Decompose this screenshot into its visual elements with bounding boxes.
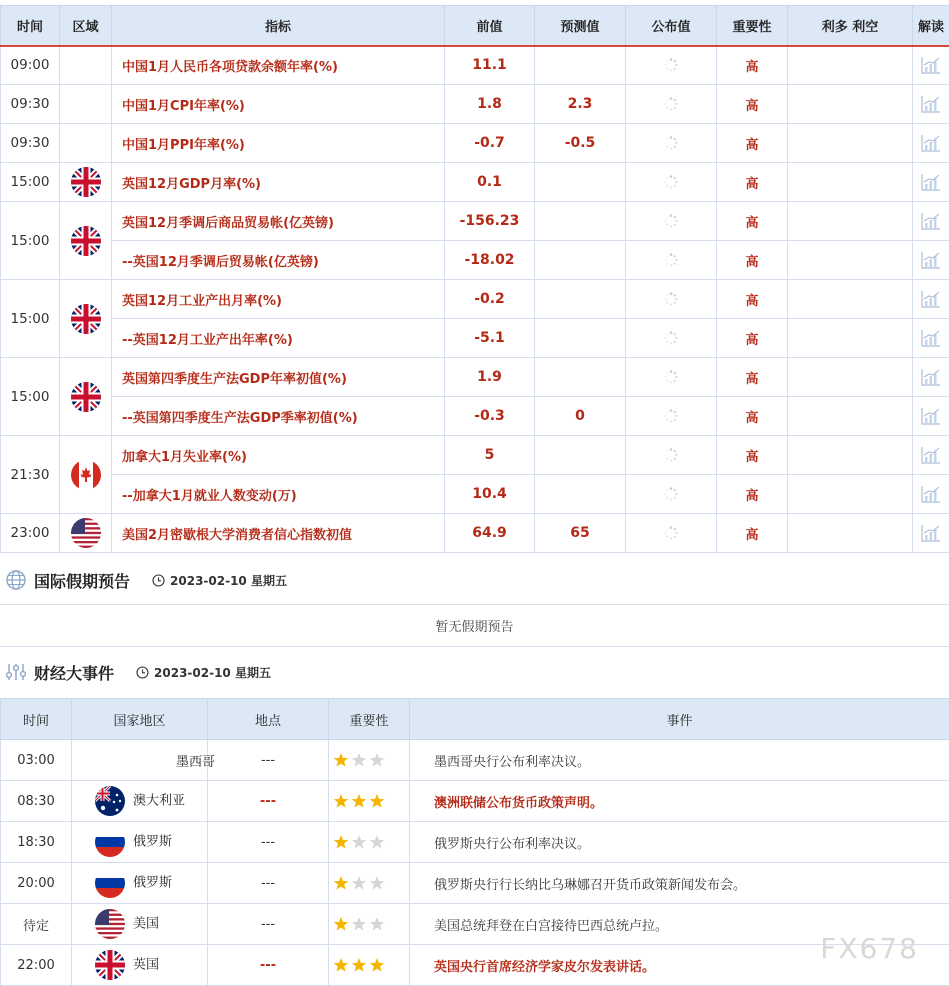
flag-ru-icon	[95, 827, 125, 857]
event-time: 待定	[1, 904, 72, 945]
indicator-region	[60, 85, 112, 124]
indicator-impact	[788, 163, 913, 202]
loading-spinner-icon	[664, 409, 678, 423]
chart-analysis-icon[interactable]	[921, 329, 941, 347]
flag-ru-icon	[95, 868, 125, 898]
indicator-analysis[interactable]	[913, 514, 949, 553]
indicator-importance: 高	[717, 124, 788, 163]
event-country	[72, 863, 208, 904]
indicator-actual	[626, 46, 717, 85]
indicator-actual	[626, 436, 717, 475]
indicator-time: 23:00	[1, 514, 60, 553]
holiday-section-header	[0, 560, 949, 600]
loading-spinner-icon	[664, 175, 678, 189]
indicator-analysis[interactable]	[913, 358, 949, 397]
indicator-forecast	[535, 46, 626, 85]
indicator-impact	[788, 436, 913, 475]
chart-analysis-icon[interactable]	[921, 134, 941, 152]
loading-spinner-icon	[664, 370, 678, 384]
indicator-analysis[interactable]	[913, 475, 949, 514]
loading-spinner-icon	[664, 253, 678, 267]
col-indicator: 指标	[112, 6, 445, 46]
event-description[interactable]: 墨西哥央行公布利率决议。	[410, 740, 949, 781]
indicator-time: 15:00	[1, 202, 60, 280]
indicator-actual	[626, 397, 717, 436]
star-icon	[351, 752, 367, 768]
indicator-previous: -5.1	[445, 319, 535, 358]
event-time: 08:30	[1, 781, 72, 822]
indicator-importance: 高	[717, 397, 788, 436]
event-country	[72, 904, 208, 945]
indicator-row[interactable]	[1, 319, 949, 358]
star-icon	[351, 793, 367, 809]
indicator-previous: 0.1	[445, 163, 535, 202]
event-importance	[329, 945, 410, 986]
holiday-date	[152, 572, 287, 589]
indicator-importance: 高	[717, 202, 788, 241]
indicator-name[interactable]: 中国1月PPI年率(%)	[112, 124, 445, 163]
chart-analysis-icon[interactable]	[921, 368, 941, 386]
indicator-forecast	[535, 475, 626, 514]
star-icon	[369, 957, 385, 973]
indicator-importance: 高	[717, 46, 788, 85]
flag-uk-icon	[95, 950, 125, 980]
indicator-region	[60, 358, 112, 436]
indicator-forecast	[535, 163, 626, 202]
indicator-region	[60, 163, 112, 202]
event-description[interactable]: 英国央行首席经济学家皮尔发表讲话。	[410, 945, 949, 986]
indicator-forecast	[535, 436, 626, 475]
indicator-analysis[interactable]	[913, 436, 949, 475]
sliders-icon	[5, 661, 27, 683]
indicator-actual	[626, 475, 717, 514]
indicator-analysis[interactable]	[913, 163, 949, 202]
importance-stars	[333, 752, 385, 768]
indicator-name[interactable]: --英国12月季调后贸易帐(亿英镑)	[112, 241, 445, 280]
indicator-analysis[interactable]	[913, 241, 949, 280]
event-location: ---	[208, 781, 329, 822]
loading-spinner-icon	[664, 97, 678, 111]
indicator-row[interactable]	[1, 46, 949, 85]
chart-analysis-icon[interactable]	[921, 485, 941, 503]
clock-icon	[136, 666, 149, 679]
indicator-row[interactable]	[1, 358, 949, 397]
indicator-previous: -156.23	[445, 202, 535, 241]
holiday-title: 国际假期预告	[34, 571, 131, 591]
indicator-name[interactable]: 英国12月工业产出月率(%)	[112, 280, 445, 319]
col-impact: 利多 利空	[788, 6, 913, 46]
event-country	[72, 781, 208, 822]
indicator-importance: 高	[717, 280, 788, 319]
chart-analysis-icon[interactable]	[921, 407, 941, 425]
indicator-row[interactable]	[1, 202, 949, 241]
indicator-analysis[interactable]	[913, 319, 949, 358]
col-importance: 重要性	[717, 6, 788, 46]
chart-analysis-icon[interactable]	[921, 95, 941, 113]
indicator-row[interactable]	[1, 85, 949, 124]
indicator-previous: 11.1	[445, 46, 535, 85]
indicator-header-row	[1, 6, 949, 46]
indicator-importance: 高	[717, 85, 788, 124]
loading-spinner-icon	[664, 448, 678, 462]
indicator-actual	[626, 202, 717, 241]
indicator-previous: 5	[445, 436, 535, 475]
event-row[interactable]	[1, 945, 949, 986]
chart-analysis-icon[interactable]	[921, 251, 941, 269]
col-analysis: 解读	[913, 6, 949, 46]
indicator-name[interactable]: --英国12月工业产出年率(%)	[112, 319, 445, 358]
star-icon	[333, 875, 349, 891]
indicator-row[interactable]	[1, 397, 949, 436]
indicator-region	[60, 436, 112, 514]
indicator-region	[60, 280, 112, 358]
loading-spinner-icon	[664, 292, 678, 306]
indicator-row[interactable]	[1, 241, 949, 280]
event-country-name: 俄罗斯	[133, 875, 173, 891]
indicator-region	[60, 514, 112, 553]
star-icon	[369, 875, 385, 891]
holiday-empty-message	[0, 604, 949, 647]
indicator-name[interactable]: --英国第四季度生产法GDP季率初值(%)	[112, 397, 445, 436]
col-previous: 前值	[445, 6, 535, 46]
indicator-actual	[626, 358, 717, 397]
indicator-previous: -18.02	[445, 241, 535, 280]
indicator-row[interactable]	[1, 436, 949, 475]
loading-spinner-icon	[664, 331, 678, 345]
watermark: FX678	[820, 932, 919, 965]
event-description[interactable]: 美国总统拜登在白宫接待巴西总统卢拉。	[410, 904, 949, 945]
event-description[interactable]: 俄罗斯央行行长纳比乌琳娜召开货币政策新闻发布会。	[410, 863, 949, 904]
event-country-name: 美国	[133, 916, 160, 932]
indicator-impact	[788, 514, 913, 553]
events-header-row	[1, 699, 949, 740]
indicator-actual	[626, 124, 717, 163]
importance-stars	[333, 875, 385, 891]
importance-stars	[333, 916, 385, 932]
indicator-impact	[788, 46, 913, 85]
loading-spinner-icon	[664, 487, 678, 501]
indicator-analysis[interactable]	[913, 397, 949, 436]
indicator-time: 15:00	[1, 358, 60, 436]
indicator-forecast: -0.5	[535, 124, 626, 163]
indicator-row[interactable]	[1, 163, 949, 202]
event-importance	[329, 863, 410, 904]
indicator-previous: -0.3	[445, 397, 535, 436]
importance-stars	[333, 834, 385, 850]
star-icon	[333, 834, 349, 850]
importance-stars	[333, 793, 385, 809]
indicator-region	[60, 202, 112, 280]
event-location: ---	[208, 863, 329, 904]
event-importance	[329, 904, 410, 945]
events-date	[136, 664, 271, 681]
star-icon	[369, 834, 385, 850]
chart-analysis-icon[interactable]	[921, 56, 941, 74]
indicator-row[interactable]	[1, 124, 949, 163]
indicator-impact	[788, 202, 913, 241]
indicator-forecast	[535, 358, 626, 397]
indicator-impact	[788, 358, 913, 397]
chart-analysis-icon[interactable]	[921, 212, 941, 230]
indicator-actual	[626, 319, 717, 358]
holiday-empty-text: 暂无假期预告	[435, 620, 514, 635]
events-table	[0, 698, 949, 986]
indicator-forecast	[535, 319, 626, 358]
ev-col-importance: 重要性	[329, 699, 410, 740]
indicator-actual	[626, 241, 717, 280]
flag-uk-icon	[71, 167, 101, 197]
star-icon	[333, 752, 349, 768]
loading-spinner-icon	[664, 526, 678, 540]
flag-uk-icon	[71, 382, 101, 412]
event-time: 22:00	[1, 945, 72, 986]
event-country	[72, 945, 208, 986]
indicator-row[interactable]	[1, 475, 949, 514]
event-description[interactable]: 俄罗斯央行公布利率决议。	[410, 822, 949, 863]
indicator-forecast	[535, 280, 626, 319]
clock-icon	[152, 574, 165, 587]
indicator-time: 15:00	[1, 163, 60, 202]
indicator-impact	[788, 241, 913, 280]
col-actual: 公布值	[626, 6, 717, 46]
star-icon	[369, 916, 385, 932]
chart-analysis-icon[interactable]	[921, 524, 941, 542]
indicator-name[interactable]: 加拿大1月失业率(%)	[112, 436, 445, 475]
indicator-actual	[626, 163, 717, 202]
importance-stars	[333, 957, 385, 973]
indicator-forecast: 2.3	[535, 85, 626, 124]
star-icon	[351, 957, 367, 973]
chart-analysis-icon[interactable]	[921, 446, 941, 464]
event-row[interactable]	[1, 781, 949, 822]
flag-uk-icon	[71, 304, 101, 334]
indicator-forecast	[535, 202, 626, 241]
indicator-importance: 高	[717, 358, 788, 397]
indicator-time: 15:00	[1, 280, 60, 358]
star-icon	[351, 916, 367, 932]
event-importance	[329, 740, 410, 781]
indicator-previous: 1.8	[445, 85, 535, 124]
ev-col-event: 事件	[410, 699, 949, 740]
event-time: 03:00	[1, 740, 72, 781]
indicator-previous: -0.7	[445, 124, 535, 163]
indicator-impact	[788, 475, 913, 514]
indicator-impact	[788, 124, 913, 163]
events-section-header	[0, 652, 949, 692]
flag-au-icon	[95, 786, 125, 816]
indicator-actual	[626, 514, 717, 553]
indicator-forecast: 0	[535, 397, 626, 436]
indicator-actual	[626, 85, 717, 124]
loading-spinner-icon	[664, 58, 678, 72]
event-row[interactable]	[1, 822, 949, 863]
indicator-analysis[interactable]	[913, 280, 949, 319]
indicator-name[interactable]: --加拿大1月就业人数变动(万)	[112, 475, 445, 514]
flag-us-icon	[71, 518, 101, 548]
flag-us-icon	[95, 909, 125, 939]
event-country-name: 澳大利亚	[133, 793, 186, 809]
indicator-region	[60, 46, 112, 85]
event-location: ---	[208, 945, 329, 986]
indicator-name[interactable]: 美国2月密歇根大学消费者信心指数初值	[112, 514, 445, 553]
star-icon	[369, 752, 385, 768]
indicator-analysis[interactable]	[913, 85, 949, 124]
indicator-name[interactable]: 英国12月季调后商品贸易帐(亿英镑)	[112, 202, 445, 241]
event-row[interactable]	[1, 740, 949, 781]
indicator-forecast: 65	[535, 514, 626, 553]
indicator-name[interactable]: 中国1月CPI年率(%)	[112, 85, 445, 124]
indicator-impact	[788, 319, 913, 358]
indicator-time: 09:00	[1, 46, 60, 85]
indicator-name[interactable]: 英国第四季度生产法GDP年率初值(%)	[112, 358, 445, 397]
loading-spinner-icon	[664, 214, 678, 228]
indicator-time: 21:30	[1, 436, 60, 514]
event-country-name: 英国	[133, 957, 160, 973]
indicator-importance: 高	[717, 475, 788, 514]
indicator-name[interactable]: 英国12月GDP月率(%)	[112, 163, 445, 202]
flag-uk-icon	[71, 226, 101, 256]
events-title: 财经大事件	[34, 663, 115, 683]
indicator-actual	[626, 280, 717, 319]
star-icon	[333, 793, 349, 809]
event-location: ---	[208, 740, 329, 781]
event-importance	[329, 822, 410, 863]
indicator-time: 09:30	[1, 85, 60, 124]
globe-icon	[5, 569, 27, 591]
indicator-importance: 高	[717, 319, 788, 358]
indicator-importance: 高	[717, 163, 788, 202]
indicator-importance: 高	[717, 241, 788, 280]
indicator-analysis[interactable]	[913, 46, 949, 85]
indicator-impact	[788, 280, 913, 319]
indicator-impact	[788, 397, 913, 436]
indicator-forecast	[535, 241, 626, 280]
ev-col-time: 时间	[1, 699, 72, 740]
event-country-name: 俄罗斯	[133, 834, 173, 850]
chart-analysis-icon[interactable]	[921, 290, 941, 308]
indicator-previous: 64.9	[445, 514, 535, 553]
indicator-row[interactable]	[1, 514, 949, 553]
event-row[interactable]	[1, 904, 949, 945]
loading-spinner-icon	[664, 136, 678, 150]
indicator-name[interactable]: 中国1月人民币各项贷款余额年率(%)	[112, 46, 445, 85]
ev-col-location: 地点	[208, 699, 329, 740]
indicator-analysis[interactable]	[913, 202, 949, 241]
events-date-text: 2023-02-10 星期五	[154, 665, 271, 680]
indicator-previous: -0.2	[445, 280, 535, 319]
indicator-impact	[788, 85, 913, 124]
event-country	[72, 740, 216, 781]
indicator-time: 09:30	[1, 124, 60, 163]
indicator-importance: 高	[717, 514, 788, 553]
event-time: 18:30	[1, 822, 72, 863]
indicator-importance: 高	[717, 436, 788, 475]
indicator-previous: 1.9	[445, 358, 535, 397]
event-importance	[329, 781, 410, 822]
event-row[interactable]	[1, 863, 949, 904]
event-description[interactable]: 澳洲联储公布货币政策声明。	[410, 781, 949, 822]
star-icon	[351, 875, 367, 891]
event-time: 20:00	[1, 863, 72, 904]
ev-col-country: 国家地区	[72, 699, 208, 740]
indicator-analysis[interactable]	[913, 124, 949, 163]
chart-analysis-icon[interactable]	[921, 173, 941, 191]
event-country-name: 墨西哥	[176, 754, 216, 770]
event-location: ---	[208, 904, 329, 945]
indicator-previous: 10.4	[445, 475, 535, 514]
indicator-region	[60, 124, 112, 163]
indicator-row[interactable]	[1, 280, 949, 319]
col-forecast: 预测值	[535, 6, 626, 46]
star-icon	[369, 793, 385, 809]
star-icon	[333, 916, 349, 932]
event-location: ---	[208, 822, 329, 863]
event-country	[72, 822, 208, 863]
col-region: 区域	[60, 6, 112, 46]
col-time: 时间	[1, 6, 60, 46]
star-icon	[333, 957, 349, 973]
star-icon	[351, 834, 367, 850]
holiday-date-text: 2023-02-10 星期五	[170, 573, 287, 588]
indicator-table	[0, 5, 949, 553]
flag-ca-icon	[71, 460, 101, 490]
